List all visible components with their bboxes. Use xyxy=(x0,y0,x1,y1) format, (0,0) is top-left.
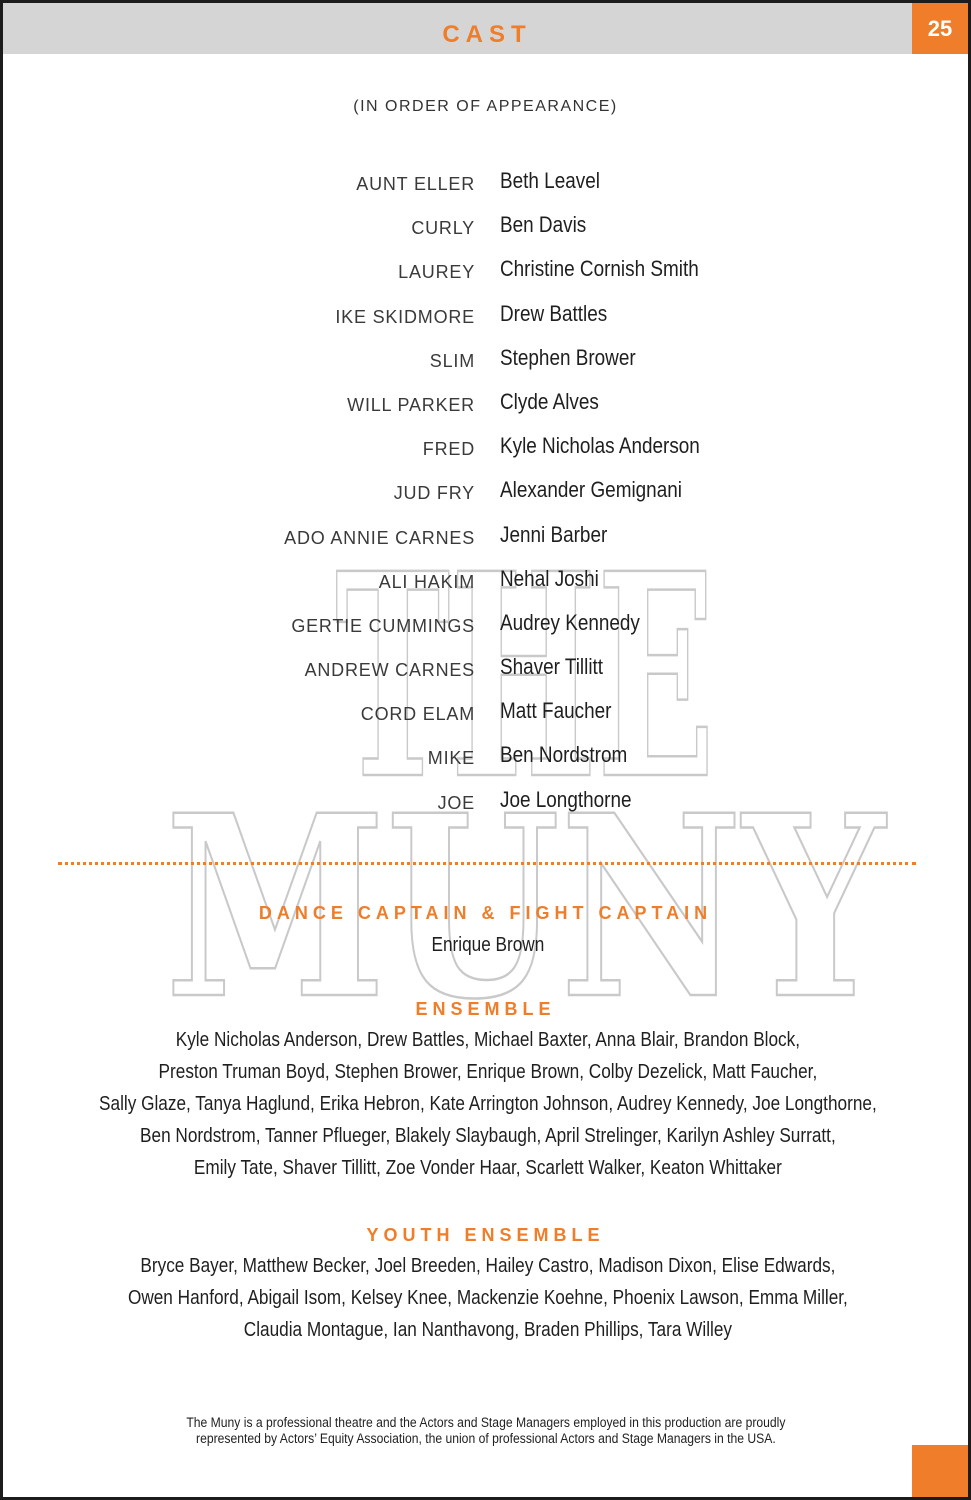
dance-captain-heading: DANCE CAPTAIN & FIGHT CAPTAIN xyxy=(258,903,713,923)
ensemble-names xyxy=(61,1024,914,1184)
cast-list xyxy=(0,168,971,831)
actor-name: Alexander Gemignani xyxy=(500,477,682,503)
role-name: IKE SKIDMORE xyxy=(335,306,475,327)
actor-name: Joe Longthorne xyxy=(500,786,632,812)
role-name: FRED xyxy=(422,439,475,460)
cast-row xyxy=(0,477,971,521)
cast-row xyxy=(0,433,971,477)
cast-row xyxy=(0,742,971,786)
watermark-line-1: THE xyxy=(335,540,715,842)
youth-ensemble-heading: YOUTH ENSEMBLE xyxy=(366,1225,605,1245)
watermark-line-2: MUNY xyxy=(165,760,888,1010)
footnote-line: represented by Actors’ Equity Association, the union of professional Actors and Stage Managers in the USA. xyxy=(195,1431,776,1446)
youth-ensemble-line: Claudia Montague, Ian Nanthavong, Braden Phillips, Tara Willey xyxy=(243,1319,732,1341)
role-name: ANDREW CARNES xyxy=(304,660,475,681)
equity-footnote-text xyxy=(100,1415,870,1447)
actor-name: Ben Nordstrom xyxy=(500,742,628,768)
cast-row xyxy=(0,345,971,389)
dotted-divider xyxy=(58,862,916,865)
actor-name: Kyle Nicholas Anderson xyxy=(500,433,700,459)
actor-name: Matt Faucher xyxy=(500,698,612,724)
role-name: AUNT ELLER xyxy=(356,174,475,194)
actor-name: Shaver Tillitt xyxy=(500,654,604,680)
actor-name: Clyde Alves xyxy=(500,388,599,414)
actor-name: Jenni Barber xyxy=(500,521,608,547)
actor-name: Christine Cornish Smith xyxy=(500,256,699,282)
cast-row xyxy=(0,389,971,433)
actor-name: Nehal Joshi xyxy=(500,565,599,591)
role-name: ADO ANNIE CARNES xyxy=(284,527,475,548)
role-name: GERTIE CUMMINGS xyxy=(291,615,475,636)
cast-row xyxy=(0,168,971,212)
actor-name: Drew Battles xyxy=(500,300,608,326)
youth-ensemble-line: Owen Hanford, Abigail Isom, Kelsey Knee, Mackenzie Koehne, Phoenix Lawson, Emma Miller, xyxy=(127,1287,848,1309)
page-number: 25 xyxy=(912,3,968,54)
cast-row xyxy=(0,301,971,345)
cast-row xyxy=(0,212,971,256)
ensemble-line: Emily Tate, Shaver Tillitt, Zoe Vonder Haar, Scarlett Walker, Keaton Whittaker xyxy=(193,1157,782,1179)
footnote-line: The Muny is a professional theatre and the Actors and Stage Managers employed in this production are proudly xyxy=(185,1415,786,1430)
cast-row xyxy=(0,787,971,831)
youth-ensemble-line: Bryce Bayer, Matthew Becker, Joel Breeden, Hailey Castro, Madison Dixon, Elise Edwards, xyxy=(140,1255,836,1277)
page-title: CAST xyxy=(442,21,532,48)
ensemble-line: Preston Truman Boyd, Stephen Brower, Enrique Brown, Colby Dezelick, Matt Faucher, xyxy=(158,1061,817,1083)
role-name: ALI HAKIM xyxy=(378,571,475,592)
actor-name: Audrey Kennedy xyxy=(500,609,640,635)
cast-row xyxy=(0,566,971,610)
cast-row xyxy=(0,522,971,566)
equity-footnote xyxy=(100,1415,871,1447)
actor-name: Stephen Brower xyxy=(500,344,636,370)
cast-row xyxy=(0,698,971,742)
ensemble-line: Ben Nordstrom, Tanner Pflueger, Blakely Slaybaugh, April Strelinger, Karilyn Ashley Surratt, xyxy=(139,1125,836,1147)
role-name: JOE xyxy=(437,792,475,813)
order-of-appearance-note: (IN ORDER OF APPEARANCE) xyxy=(353,98,618,115)
youth-ensemble-list xyxy=(60,1250,915,1346)
ensemble-line: Sally Glaze, Tanya Haglund, Erika Hebron, Kate Arrington Johnson, Audrey Kennedy, Joe Longthorne, xyxy=(98,1093,877,1115)
actor-name: Beth Leavel xyxy=(500,168,600,193)
role-name: SLIM xyxy=(429,350,475,371)
role-name: LAUREY xyxy=(398,262,475,283)
ensemble-heading: ENSEMBLE xyxy=(415,999,556,1019)
role-name: WILL PARKER xyxy=(347,394,475,415)
role-name: CURLY xyxy=(411,218,475,239)
ensemble-list xyxy=(60,1024,915,1184)
cast-row xyxy=(0,256,971,300)
corner-tab xyxy=(912,1445,968,1497)
cast-row xyxy=(0,654,971,698)
ensemble-line: Kyle Nicholas Anderson, Drew Battles, Michael Baxter, Anna Blair, Brandon Block, xyxy=(175,1029,800,1051)
cast-row xyxy=(0,610,971,654)
dance-captain-name-text: Enrique Brown xyxy=(431,934,544,956)
actor-name: Ben Davis xyxy=(500,212,587,238)
role-name: CORD ELAM xyxy=(360,704,475,725)
dance-captain-name xyxy=(60,929,915,961)
role-name: MIKE xyxy=(427,748,475,769)
role-name: JUD FRY xyxy=(393,483,475,504)
youth-ensemble-names xyxy=(61,1250,914,1346)
